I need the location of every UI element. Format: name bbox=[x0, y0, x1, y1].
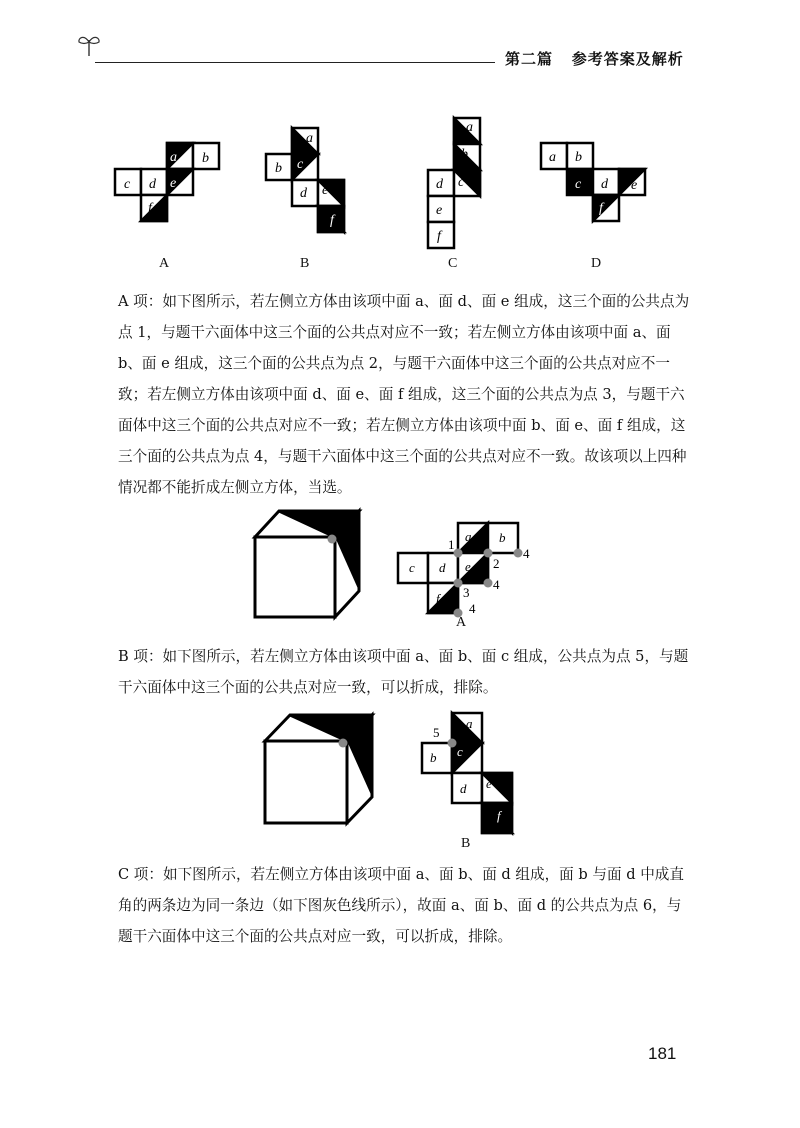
paragraph-c bbox=[118, 859, 690, 952]
point-2-label: 2 bbox=[493, 556, 500, 571]
net-c-face-f: f bbox=[437, 229, 441, 244]
point-4b-label: 4 bbox=[493, 577, 500, 592]
net-a-face-c: c bbox=[124, 177, 131, 192]
paragraph-a-text: A 项：如下图所示，若左侧立方体由该项中面 a、面 d、面 e 组成，这三个面的公共点为点 1，与题干六面体中这三个面的公共点对应不一致；若左侧立方体由该项中面 a、面 b、面 e 组成，这三个面的公共点为点 2，与题干六面体中这三个面的公共点对应不一致；若左侧立方体由该项中面 d、面 e、面 f 组成，这三个面的公共点为点 3，与题干六面体中这三个面的公共点对应不一致；若左侧立方体由该项中面 b、面 e、面 f 组成，这三个面的公共点为点 4，与题干六面体中这三个面的公共点对应不一致。故该项以上四种情况都不能折成左侧立方体，当选。 bbox=[118, 293, 690, 496]
net-a-face-b: b bbox=[202, 151, 209, 166]
net-label-d: D bbox=[591, 256, 602, 271]
net-b-face-a: a bbox=[306, 131, 313, 146]
fig2-face-d: d bbox=[439, 560, 446, 575]
fig3-face-a: a bbox=[466, 716, 473, 731]
net-label-b: B bbox=[300, 256, 310, 271]
net-d-face-c: c bbox=[575, 177, 582, 192]
point-4c-label: 4 bbox=[469, 601, 476, 616]
net-d-face-d: d bbox=[601, 177, 608, 192]
net-b-face-b: b bbox=[275, 161, 282, 176]
point-3-label: 3 bbox=[463, 585, 470, 600]
fig3-face-e: e bbox=[486, 776, 492, 791]
net-b-face-d: d bbox=[300, 186, 307, 201]
net-d-face-a: a bbox=[549, 150, 556, 165]
net-c-face-c: c bbox=[458, 175, 465, 190]
net-label-a: A bbox=[159, 256, 170, 271]
figure3 bbox=[0, 705, 800, 845]
net-d bbox=[541, 143, 645, 221]
net-d-face-f: f bbox=[599, 201, 603, 216]
fig2-label: A bbox=[456, 615, 467, 630]
fig2-face-a: a bbox=[465, 529, 472, 544]
cube-2 bbox=[255, 511, 359, 617]
net-d-face-e: e bbox=[631, 178, 638, 193]
net-b-face-f: f bbox=[330, 213, 334, 228]
paragraph-b-text: B 项：如下图所示，若左侧立方体由该项中面 a、面 b、面 c 组成，公共点为点 5，与题干六面体中这三个面的公共点对应一致，可以折成，排除。 bbox=[118, 648, 689, 696]
header-rule bbox=[95, 62, 495, 63]
point-4a-label: 4 bbox=[523, 546, 530, 561]
fig2-face-b: b bbox=[499, 530, 506, 545]
fig3-label: B bbox=[461, 836, 471, 851]
net-d-face-b: b bbox=[575, 150, 582, 165]
paragraph-a bbox=[118, 286, 690, 503]
net-a-face-e: e bbox=[170, 176, 177, 191]
net-label-c: C bbox=[448, 256, 458, 271]
figure2 bbox=[0, 505, 800, 635]
header-chapter-title: 参考答案及解析 bbox=[571, 50, 684, 68]
point-5-label: 5 bbox=[433, 725, 440, 740]
page-number: 181 bbox=[648, 1044, 677, 1063]
net-c-face-d: d bbox=[436, 177, 443, 192]
cube-3 bbox=[265, 715, 372, 823]
net-a-face-f: f bbox=[148, 201, 152, 216]
fig3-face-f: f bbox=[497, 808, 501, 823]
header-section: 第二篇 bbox=[505, 50, 554, 68]
net-a-face-d: d bbox=[149, 177, 156, 192]
paragraph-c-text: C 项：如下图所示，若左侧立方体由该项中面 a、面 b、面 d 组成，面 b 与面 d 中成直角的两条边为同一条边（如下图灰色线所示），故面 a、面 b、面 d 的公共点为点 6，与题干六面体中这三个面的公共点对应一致，可以折成，排除。 bbox=[118, 866, 684, 945]
leaf-logo-icon bbox=[76, 32, 102, 58]
point-1-label: 1 bbox=[448, 537, 455, 552]
fig3-face-d: d bbox=[460, 781, 467, 796]
fig2-face-c: c bbox=[409, 560, 415, 575]
header-title bbox=[505, 48, 684, 69]
net-c-face-e: e bbox=[436, 203, 443, 218]
net-b-face-e: e bbox=[322, 183, 329, 198]
fig3-face-b: b bbox=[430, 750, 437, 765]
paragraph-b bbox=[118, 641, 690, 703]
net-b-face-c: c bbox=[297, 157, 304, 172]
fig2-face-f: f bbox=[436, 591, 440, 606]
net-c-face-b: b bbox=[461, 147, 468, 162]
fig2-face-e: e bbox=[465, 559, 471, 574]
fig3-face-c: c bbox=[457, 744, 463, 759]
net-a-face-a: a bbox=[170, 150, 177, 165]
net-c-face-a: a bbox=[466, 120, 473, 135]
